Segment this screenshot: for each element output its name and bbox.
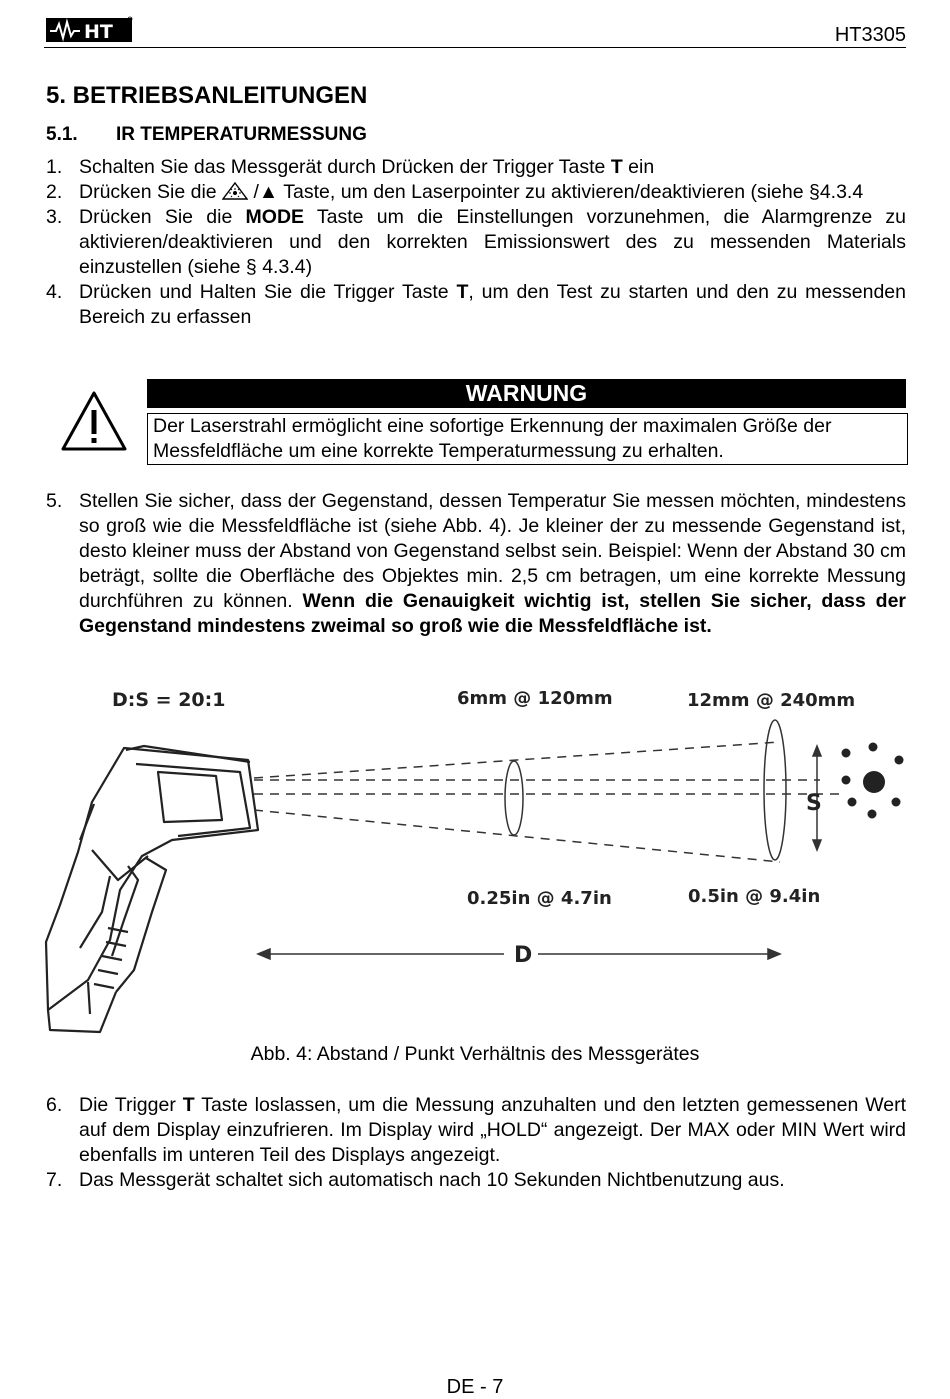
ht-logo	[46, 16, 134, 44]
step-number: 6.	[46, 1094, 63, 1116]
step-1	[46, 155, 906, 180]
step-number: 3.	[46, 206, 63, 228]
step-number: 1.	[46, 156, 63, 178]
steps-list-c	[46, 1093, 906, 1193]
ratio-label: D:S = 20:1	[112, 689, 226, 711]
spot-near	[505, 761, 523, 835]
step-6	[46, 1093, 906, 1168]
step-text: , um den Test zu starten und den zu messenden Bereich zu erfassen	[79, 281, 906, 328]
laser-dots	[842, 743, 904, 819]
logo-text: HT	[84, 21, 113, 43]
step-text: ein	[622, 156, 655, 178]
distance-spot-diagram	[40, 680, 920, 1050]
step-text: /▲ Taste, um den Laserpointer zu aktivieren/deaktivieren (siehe §4.3.4	[248, 181, 864, 203]
step-text: Drücken und Halten Sie die Trigger Taste	[79, 281, 457, 303]
step-number: 4.	[46, 281, 63, 303]
step-3	[46, 205, 906, 280]
label-s: S	[806, 791, 822, 816]
step-text: Drücken Sie die	[79, 181, 223, 203]
warning-title: WARNUNG	[147, 379, 906, 408]
steps-list-b	[46, 489, 906, 639]
subsection-number: 5.1.	[46, 124, 78, 145]
imperial-far-label: 0.5in @ 9.4in	[688, 886, 821, 907]
step-bold: T	[456, 281, 469, 303]
step-text: Die Trigger	[79, 1094, 183, 1116]
header-divider	[44, 47, 906, 48]
step-text: Schalten Sie das Messgerät durch Drücken der Trigger Taste	[79, 156, 611, 178]
beam-lines	[254, 742, 840, 862]
step-4	[46, 280, 906, 330]
section-title: 5. BETRIEBSANLEITUNGEN	[46, 82, 368, 109]
step-text: Taste loslassen, um die Messung anzuhalten und den letzten gemessenen Wert auf dem Display einzufrieren. Im Display wird „HOLD“ angezeigt. Der MAX oder MIN Wert wird ebenfalls im unteren Teil des Displays angezeigt.	[79, 1094, 907, 1166]
step-bold: MODE	[245, 206, 305, 228]
step-number: 5.	[46, 490, 63, 512]
step-bold: Wenn die Genauigkeit wichtig ist, stellen Sie sicher, dass der Gegenstand mindestens zweimal so groß wie die Messfeldfläche ist.	[79, 590, 907, 637]
figure-caption: Abb. 4: Abstand / Punkt Verhältnis des Messgerätes	[250, 1043, 700, 1065]
step-bold: T	[610, 156, 623, 178]
step-number: 7.	[46, 1169, 63, 1191]
step-2	[46, 180, 906, 205]
label-d: D	[514, 943, 533, 968]
model-number: HT3305	[834, 24, 906, 46]
step-bold: T	[182, 1094, 195, 1116]
warning-triangle-icon	[60, 390, 128, 452]
page-number: DE - 7	[446, 1376, 504, 1398]
imperial-near-label: 0.25in @ 4.7in	[467, 888, 612, 909]
step-7	[46, 1168, 906, 1193]
steps-list-a	[46, 155, 906, 330]
step-text: Drücken Sie die	[79, 206, 246, 228]
step-5	[46, 489, 906, 639]
step-number: 2.	[46, 181, 63, 203]
metric-near-label: 6mm @ 120mm	[457, 688, 613, 709]
step-text: Stellen Sie sicher, dass der Gegenstand, dessen Temperatur Sie messen möchten, mindestens so groß wie die Messfeldfläche ist (siehe Abb. 4). Je kleiner der zu messende Gegenstand ist, desto kleiner muss der Abstand von Gegenstand selbst sein. Beispiel: Wenn der Abstand 30 cm beträgt, sollte die Oberfläche des Objektes min. 2,5 cm betragen, um eine korrekte Messung durchführen zu können.	[79, 490, 906, 612]
subsection-label: IR TEMPERATURMESSUNG	[116, 124, 367, 145]
step-text: Taste um die Einstellungen vorzunehmen, die Alarmgrenze zu aktivieren/deaktivieren und den korrekten Emissionswert des zu messenden Materials einzustellen (siehe § 4.3.4)	[79, 206, 907, 278]
warning-text: Der Laserstrahl ermöglicht eine sofortige Erkennung der maximalen Größe der Messfeldfläche um eine korrekte Temperaturmessung zu erhalten.	[147, 413, 908, 465]
step-text: Das Messgerät schaltet sich automatisch nach 10 Sekunden Nichtbenutzung aus.	[79, 1169, 785, 1191]
laser-warning-icon	[222, 182, 248, 200]
subsection-title	[46, 124, 367, 146]
metric-far-label: 12mm @ 240mm	[687, 690, 856, 711]
thermometer-gun-drawing	[46, 746, 258, 1032]
spot-far	[764, 720, 786, 860]
